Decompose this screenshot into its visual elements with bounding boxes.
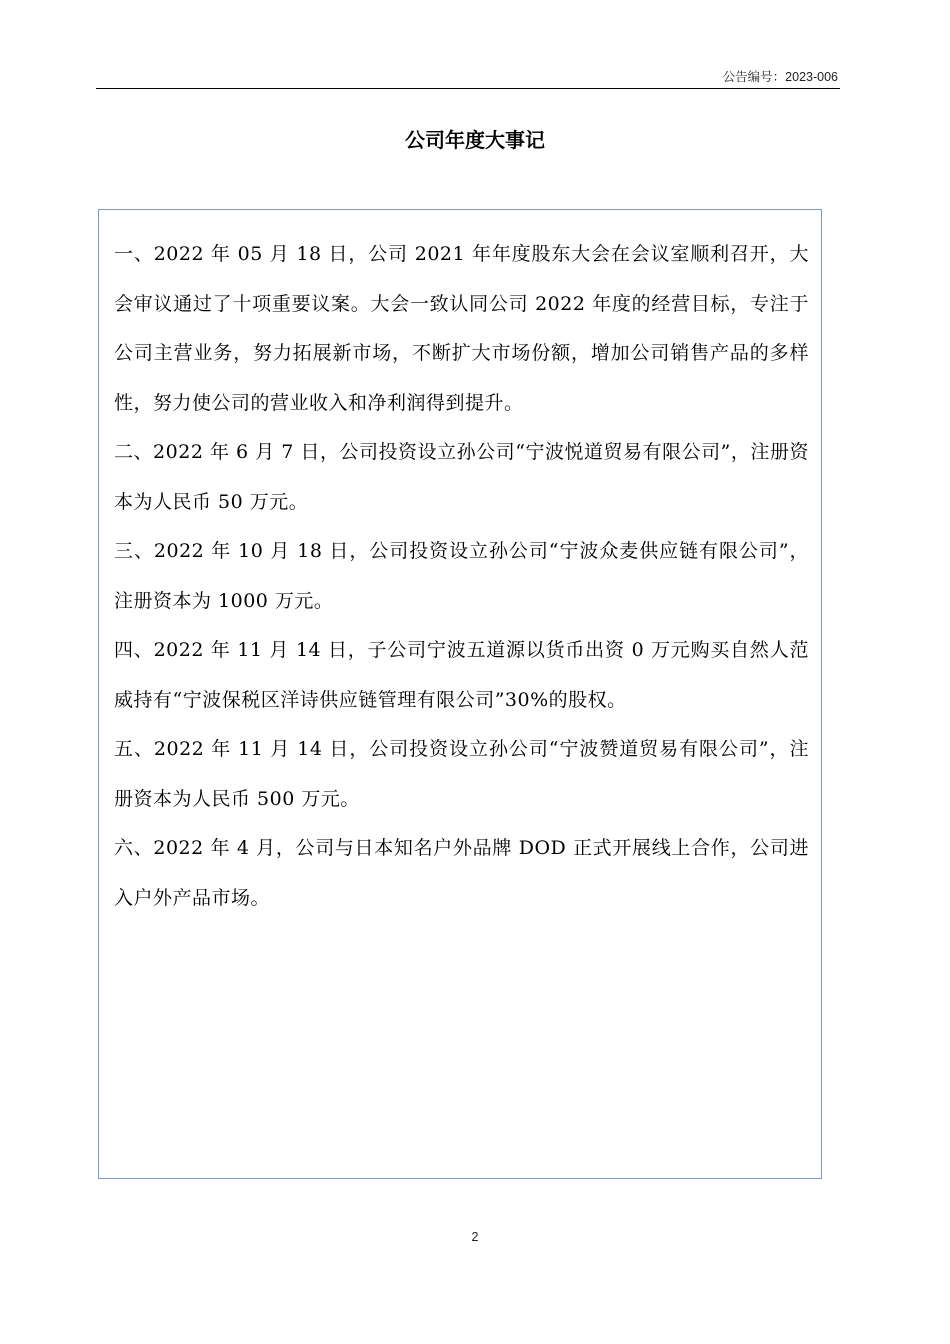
event-item-6: 六、2022 年 4 月，公司与日本知名户外品牌 DOD 正式开展线上合作，公司进入户外产品市场。 [114,837,809,909]
event-item-5: 五、2022 年 11 月 14 日，公司投资设立孙公司“宁波赞道贸易有限公司”，注册资本为人民币 500 万元。 [114,738,809,810]
document-title: 公司年度大事记 [405,128,545,152]
header-divider [96,88,840,89]
announcement-number: 公告编号：2023-006 [722,70,838,84]
event-item-1: 一、2022 年 05 月 18 日，公司 2021 年年度股东大会在会议室顺利召开，大会审议通过了十项重要议案。大会一致认同公司 2022 年度的经营目标，专注于公司主营业务，努力拓展新市场，不断扩大市场份额，增加公司销售产品的多样性，努力使公司的营业收入和净利润得到提升。 [114,243,809,414]
event-item-2: 二、2022 年 6 月 7 日，公司投资设立孙公司“宁波悦道贸易有限公司”，注册资本为人民币 50 万元。 [114,441,809,513]
event-item-4: 四、2022 年 11 月 14 日，子公司宁波五道源以货币出资 0 万元购买自然人范威持有“宁波保税区洋诗供应链管理有限公司”30%的股权。 [114,639,809,711]
page-number: 2 [471,1230,479,1244]
events-box [98,209,822,1179]
event-item-3: 三、2022 年 10 月 18 日，公司投资设立孙公司“宁波众麦供应链有限公司”，注册资本为 1000 万元。 [114,540,809,612]
